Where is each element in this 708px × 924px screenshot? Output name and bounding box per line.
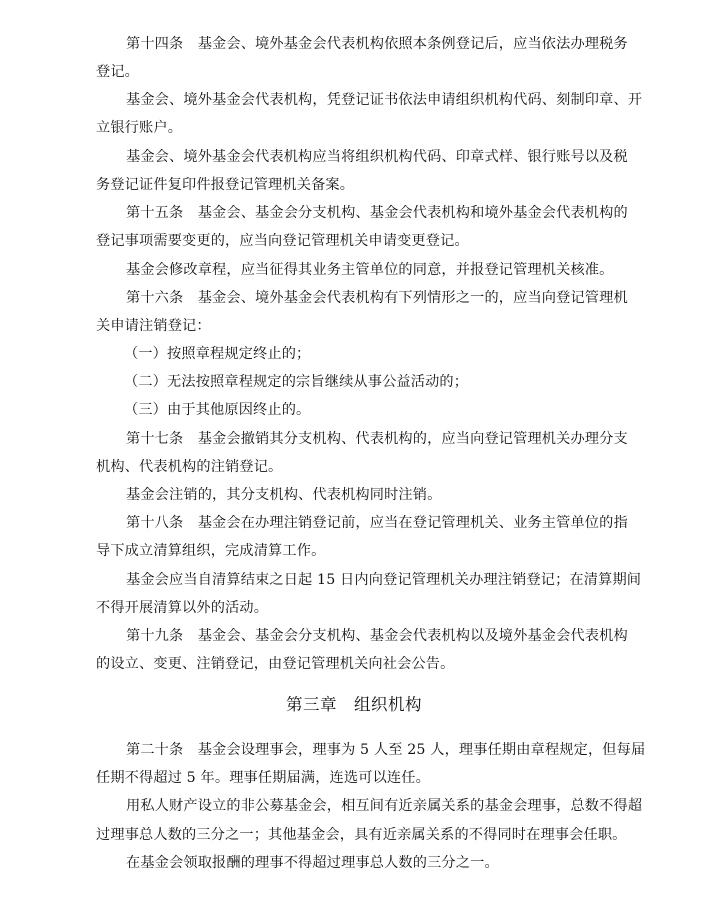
article-14-para-3-line-1: 基金会、境外基金会代表机构应当将组织机构代码、印章式样、银行账号以及税 [126,149,628,165]
article-16-line-2: 关申请注销登记： [96,318,211,334]
article-16-line-1: 第十六条 基金会、境外基金会代表机构有下列情形之一的，应当向登记管理机 [126,290,628,306]
article-20-para-3: 在基金会领取报酬的理事不得超过理事总人数的三分之一。 [126,855,499,871]
article-14-para-2-line-2: 立银行账户。 [96,120,183,136]
article-16-item-3: （三）由于其他原因终止的。 [124,402,311,418]
article-16-item-1: （一）按照章程规定终止的； [124,346,311,362]
article-17-line-1: 第十七条 基金会撤销其分支机构、代表机构的，应当向登记管理机关办理分支 [126,431,628,447]
article-14-line-1: 第十四条 基金会、境外基金会代表机构依照本条例登记后，应当依法办理税务 [126,36,628,52]
chapter-heading: 第三章 组织机构 [286,695,422,714]
article-20-para-2-line-1: 用私人财产设立的非公募基金会，相互间有近亲属关系的基金会理事，总数不得超 [126,798,643,814]
article-19-line-1: 第十九条 基金会、基金会分支机构、基金会代表机构以及境外基金会代表机构 [126,628,628,644]
article-16-item-2: （二）无法按照章程规定的宗旨继续从事公益活动的； [124,374,469,390]
article-18-para-2-line-1: 基金会应当自清算结束之日起 15 日内向登记管理机关办理注销登记；在清算期间 [126,572,642,588]
article-14-line-2: 登记。 [96,64,140,80]
article-15-line-1: 第十五条 基金会、基金会分支机构、基金会代表机构和境外基金会代表机构的 [126,205,628,221]
article-20-line-2: 任期不得超过 5 年。理事任期届满，连选可以连任。 [96,770,430,786]
article-20-line-1: 第二十条 基金会设理事会，理事为 5 人至 25 人，理事任期由章程规定，但每届 [126,742,646,758]
article-19-line-2: 的设立、变更、注销登记，由登记管理机关向社会公告。 [96,656,455,672]
article-17-para-2: 基金会注销的，其分支机构、代表机构同时注销。 [126,487,442,503]
article-20-para-2-line-2: 过理事总人数的三分之一；其他基金会，具有近亲属关系的不得同时在理事会任职。 [96,827,627,843]
article-14-para-2-line-1: 基金会、境外基金会代表机构，凭登记证书依法申请组织机构代码、刻制印章、开 [126,92,643,108]
article-15-para-2: 基金会修改章程，应当征得其业务主管单位的同意，并报登记管理机关核准。 [126,262,614,278]
article-18-para-2-line-2: 不得开展清算以外的活动。 [96,600,269,616]
article-18-line-2: 导下成立清算组织，完成清算工作。 [96,543,326,559]
article-18-line-1: 第十八条 基金会在办理注销登记前，应当在登记管理机关、业务主管单位的指 [126,515,628,531]
article-17-line-2: 机构、代表机构的注销登记。 [96,459,283,475]
article-15-line-2: 登记事项需要变更的，应当向登记管理机关申请变更登记。 [96,233,469,249]
article-14-para-3-line-2: 务登记证件复印件报登记管理机关备案。 [96,177,355,193]
